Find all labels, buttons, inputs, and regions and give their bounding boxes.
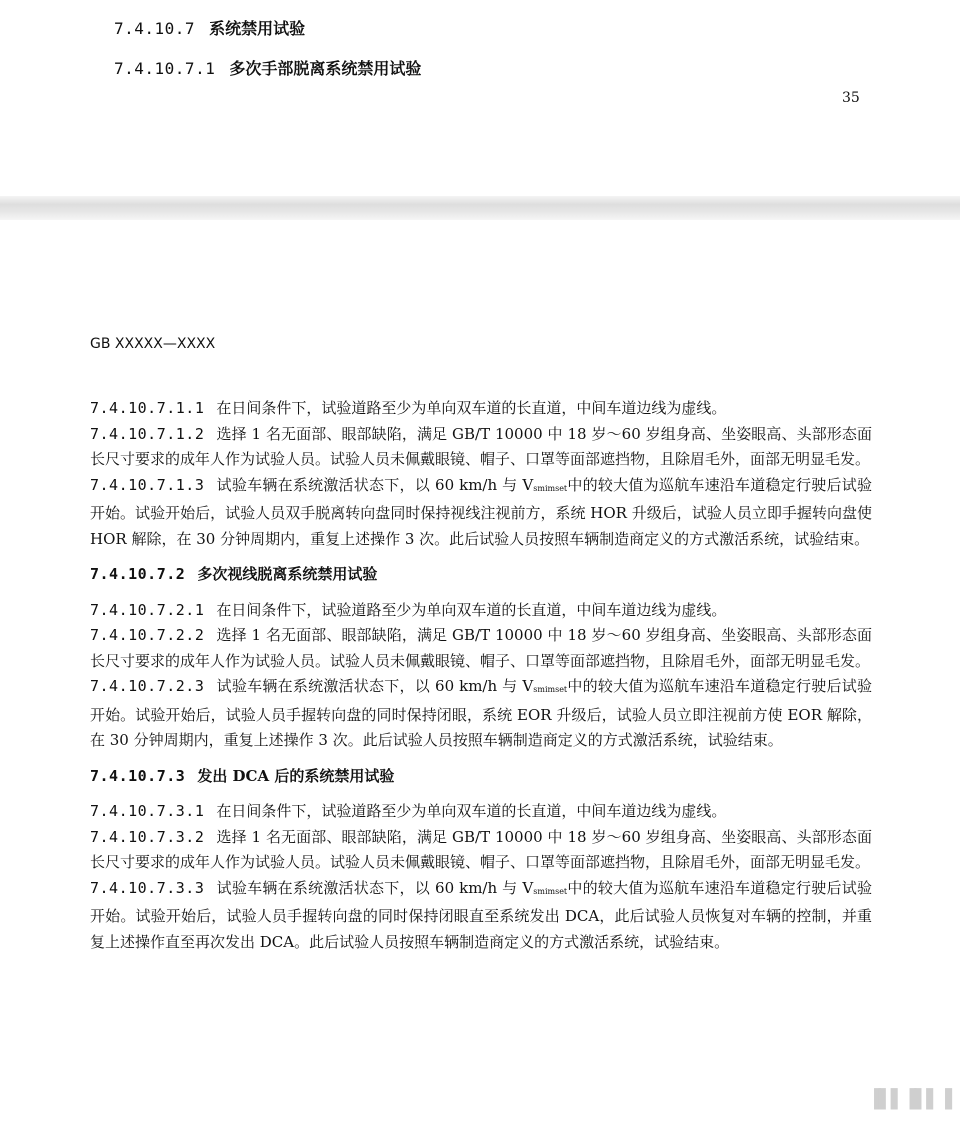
clause [90,876,872,956]
section-heading [114,16,305,39]
clause-number: 7.4.10.7.2.1 [90,600,205,619]
clause [90,825,872,876]
subsection-title: 多次视线脱离系统禁用试验 [197,565,378,583]
clause-number: 7.4.10.7.3.1 [90,802,205,820]
clause [90,396,872,422]
speed-subscript: smimset [533,685,568,694]
clause-number: 7.4.10.7.3.2 [90,827,205,846]
clause-text: 试验车辆在系统激活状态下，以 60 km/h 与 V [216,677,534,695]
clause-number: 7.4.10.7.1.1 [90,399,205,417]
speed-subscript: smimset [533,483,568,493]
clause-number: 7.4.10.7.1.3 [90,475,205,494]
clause [90,422,872,473]
clause-number: 7.4.10.7.2.2 [90,626,205,644]
clause-number: 7.4.10.7.1.2 [90,424,205,443]
subsection-title: 发出 DCA 后的系统禁用试验 [197,766,395,785]
clause-text: 在日间条件下，试验道路至少为单向双车道的长直道，中间车道边线为虚线。 [216,399,727,417]
subsection-number: 7.4.10.7.1 [114,59,216,78]
subsection-heading [90,562,872,588]
clause-number: 7.4.10.7.3.3 [90,878,205,897]
clause-text: 选择 1 名无面部、眼部缺陷，满足 GB/T 10000 中 18 岁～60 岁组身高、坐姿眼高、头部形态面长尺寸要求的成年人作为试验人员。试验人员未佩戴眼镜、帽子、口罩等面部遮挡物，且除眉毛外，面部无明显毛发。 [90,626,872,670]
subsection-title: 多次手部脱离系统禁用试验 [229,59,422,78]
page-break-gap [0,196,960,220]
clause [90,623,872,674]
clause [90,473,872,553]
clause-text: 选择 1 名无面部、眼部缺陷，满足 GB/T 10000 中 18 岁～60 岁组身高、坐姿眼高、头部形态面长尺寸要求的成年人作为试验人员。试验人员未佩戴眼镜、帽子、口罩等面部遮挡物，且除眉毛外，面部无明显毛发。 [90,424,872,468]
section-number: 7.4.10.7 [114,19,196,38]
clause-text: 试验车辆在系统激活状态下，以 60 km/h 与 V [216,878,534,897]
section-title: 系统禁用试验 [209,19,306,38]
clause [90,598,872,624]
clause-text: 在日间条件下，试验道路至少为单向双车道的长直道，中间车道边线为虚线。 [216,600,727,619]
clause-text: 试验车辆在系统激活状态下，以 60 km/h 与 V [216,475,534,494]
document-body [90,396,872,955]
clause-text: 中的较大值为巡航车速沿车道稳定行驶后试验开始。试验开始后，试验人员手握转向盘的同时保持闭眼，系统 EOR 升级后，试验人员立即注视前方使 EOR 解除，在 30 分钟周期内，重复上述操作 3 次。此后试验人员按照车辆制造商定义的方式激活系统，试验结束。 [90,677,872,749]
subsection-number: 7.4.10.7.2 [90,565,186,583]
page-number: 35 [842,90,860,106]
clause-text: 中的较大值为巡航车速沿车道稳定行驶后试验开始。试验开始后，试验人员双手脱离转向盘同时保持视线注视前方，系统 HOR 升级后，试验人员立即手握转向盘使 HOR 解除，在 30 分钟周期内，重复上述操作 3 次。此后试验人员按照车辆制造商定义的方式激活系统，试验结束。 [90,475,872,548]
speed-subscript: smimset [533,886,568,896]
subsection-heading [90,764,872,790]
document-id: GB XXXXX—XXXX [90,336,216,352]
clause-number: 7.4.10.7.2.3 [90,677,205,695]
watermark-mark: ▐▌▌▐▌▌▐ [867,1089,950,1110]
clause [90,674,872,754]
clause-text: 中的较大值为巡航车速沿车道稳定行驶后试验开始。试验开始后，试验人员手握转向盘的同时保持闭眼直至系统发出 DCA，此后试验人员恢复对车辆的控制，并重复上述操作直至再次发出 DCA。此后试验人员按照车辆制造商定义的方式激活系统，试验结束。 [90,878,872,951]
clause-text: 在日间条件下，试验道路至少为单向双车道的长直道，中间车道边线为虚线。 [216,802,727,820]
clause-text: 选择 1 名无面部、眼部缺陷，满足 GB/T 10000 中 18 岁～60 岁组身高、坐姿眼高、头部形态面长尺寸要求的成年人作为试验人员。试验人员未佩戴眼镜、帽子、口罩等面部遮挡物，且除眉毛外，面部无明显毛发。 [90,827,872,871]
subsection-heading [114,56,421,79]
clause [90,799,872,825]
subsection-number: 7.4.10.7.3 [90,766,186,785]
